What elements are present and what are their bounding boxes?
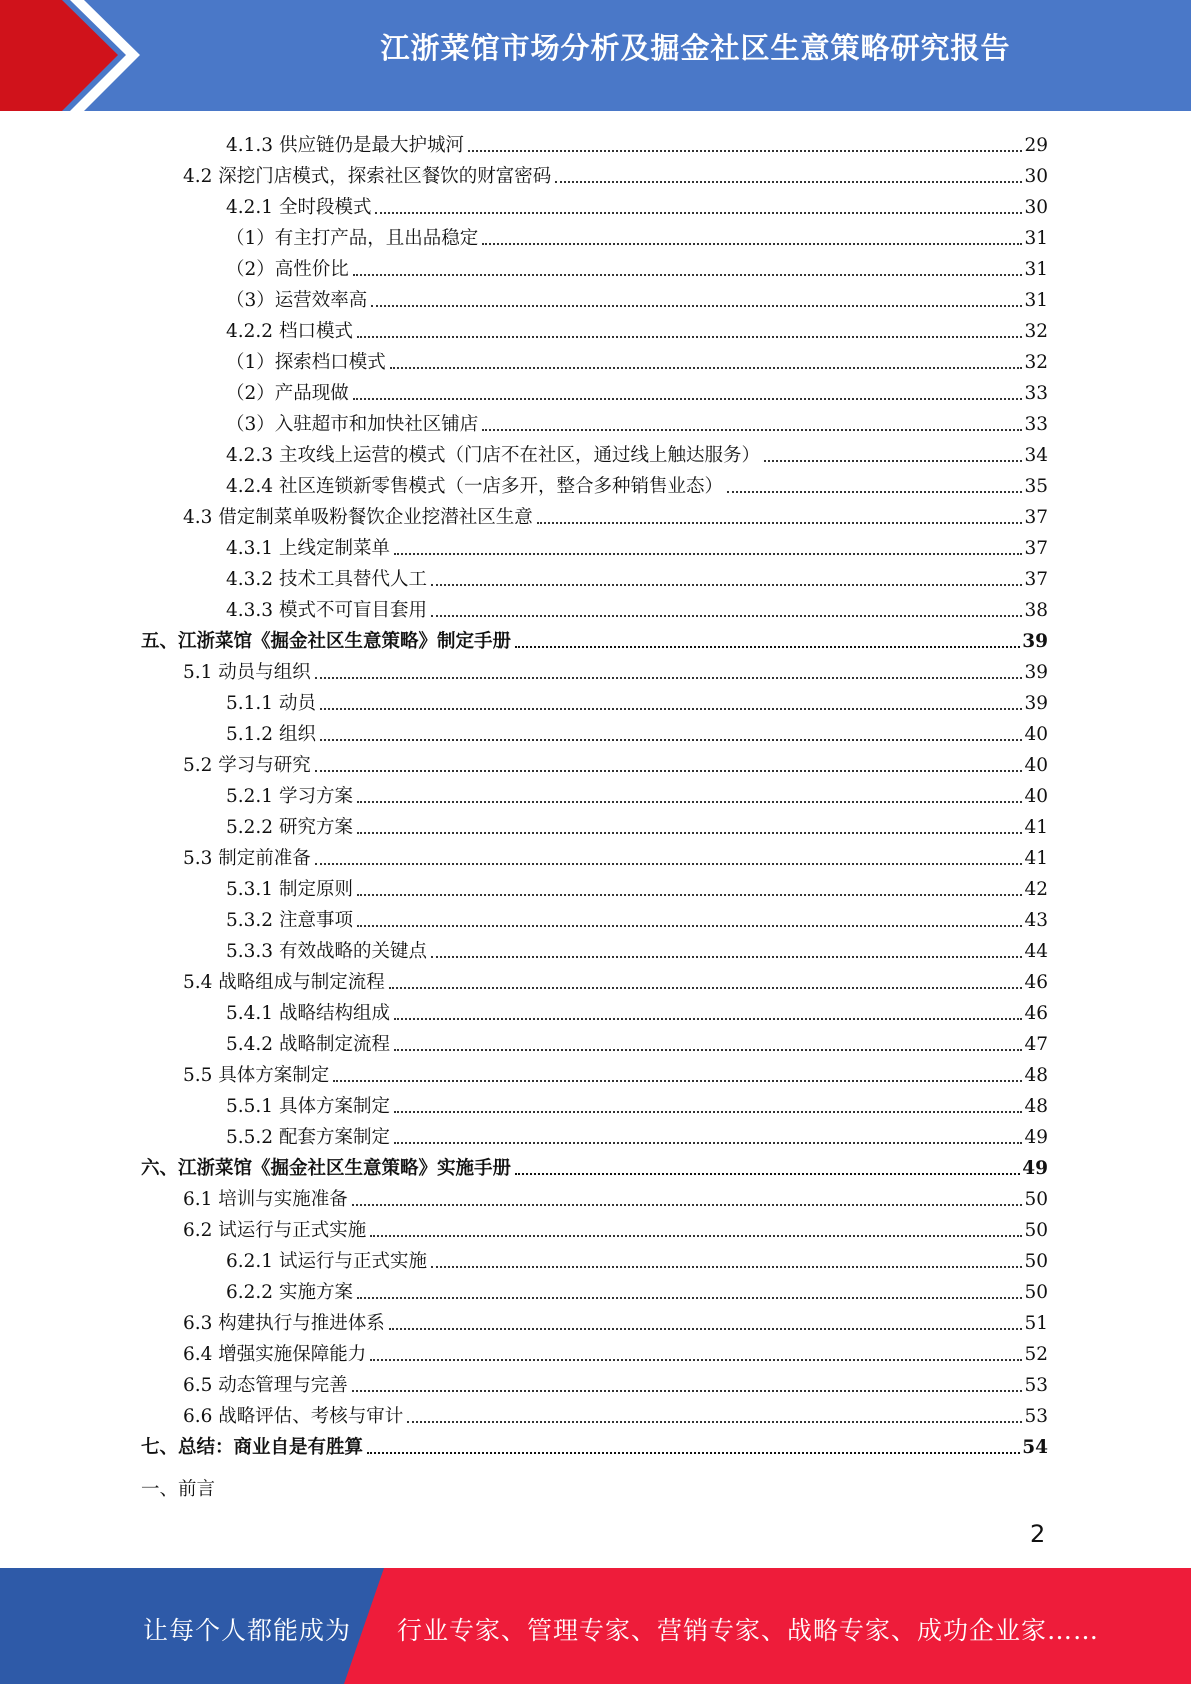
- toc-entry-page: 37: [1024, 569, 1048, 590]
- toc-entry-label: （3）运营效率高: [226, 290, 368, 311]
- toc-entry[interactable]: [226, 437, 1048, 468]
- toc-entry-page: 32: [1024, 352, 1048, 373]
- toc-entry-page: 42: [1024, 879, 1048, 900]
- toc-entry-page: 46: [1024, 972, 1048, 993]
- toc-entry[interactable]: [226, 189, 1048, 220]
- toc-entry[interactable]: [183, 1057, 1048, 1088]
- toc-entry-label: 4.2.4 社区连锁新零售模式（一店多开，整合多种销售业态）: [226, 476, 723, 497]
- toc-leader-dots: [353, 397, 1023, 400]
- report-title: 江浙菜馆市场分析及掘金社区生意策略研究报告: [380, 31, 1011, 65]
- toc-entry-page: 33: [1024, 383, 1048, 404]
- toc-entry-page: 31: [1024, 228, 1048, 249]
- toc-leader-dots: [515, 645, 1020, 648]
- toc-leader-dots: [515, 1172, 1020, 1175]
- toc-leader-dots: [357, 335, 1023, 338]
- toc-entry-label: 4.2.1 全时段模式: [226, 197, 372, 218]
- toc-entry-label: 5.5.1 具体方案制定: [226, 1096, 390, 1117]
- toc-leader-dots: [727, 490, 1022, 493]
- toc-entry[interactable]: [141, 1150, 1048, 1181]
- toc-entry[interactable]: [183, 1398, 1048, 1429]
- toc-entry-label: 5.3.3 有效战略的关键点: [226, 941, 427, 962]
- toc-leader-dots: [357, 924, 1023, 927]
- toc-entry[interactable]: [226, 1243, 1048, 1274]
- toc-entry-label: 5.3.1 制定原则: [226, 879, 353, 900]
- toc-entry-label: （2）产品现做: [226, 383, 349, 404]
- toc-entry-page: 40: [1024, 724, 1048, 745]
- toc-entry[interactable]: [226, 127, 1048, 158]
- toc-leader-dots: [315, 769, 1023, 772]
- toc-leader-dots: [375, 211, 1022, 214]
- toc-entry-label: 七、总结：商业自是有胜算: [141, 1437, 364, 1458]
- toc-entry-label: 4.2.3 主攻线上运营的模式（门店不在社区，通过线上触达服务）: [226, 445, 760, 466]
- toc-entry-page: 37: [1024, 507, 1048, 528]
- toc-entry-label: 5.2.2 研究方案: [226, 817, 353, 838]
- page-header: [0, 0, 1191, 111]
- toc-leader-dots: [320, 738, 1023, 741]
- page-footer: [0, 1568, 1191, 1684]
- toc-entry-label: 5.5.2 配套方案制定: [226, 1127, 390, 1148]
- toc-entry-page: 38: [1024, 600, 1048, 621]
- toc-entry[interactable]: [226, 1119, 1048, 1150]
- toc-leader-dots: [431, 1265, 1022, 1268]
- toc-entry[interactable]: [183, 1305, 1048, 1336]
- toc-leader-dots: [357, 1296, 1023, 1299]
- toc-entry-page: 53: [1024, 1375, 1048, 1396]
- toc-entry[interactable]: [183, 840, 1048, 871]
- toc-leader-dots: [367, 1451, 1020, 1454]
- toc-entry[interactable]: [226, 902, 1048, 933]
- toc-entry[interactable]: [226, 778, 1048, 809]
- section-heading-preface: 一、前言: [141, 1479, 216, 1500]
- toc-entry-page: 43: [1024, 910, 1048, 931]
- toc-leader-dots: [371, 304, 1022, 307]
- toc-leader-dots: [394, 1110, 1022, 1113]
- toc-entry-label: 6.2.1 试运行与正式实施: [226, 1251, 427, 1272]
- toc-entry[interactable]: [226, 468, 1048, 499]
- toc-entry[interactable]: [183, 1181, 1048, 1212]
- toc-entry-page: 39: [1024, 662, 1048, 683]
- toc-entry[interactable]: [226, 685, 1048, 716]
- toc-entry[interactable]: [183, 1212, 1048, 1243]
- toc-entry-page: 54: [1022, 1437, 1048, 1458]
- toc-entry-label: 5.1.2 组织: [226, 724, 316, 745]
- toc-leader-dots: [333, 1079, 1022, 1082]
- toc-entry-label: 4.3.2 技术工具替代人工: [226, 569, 427, 590]
- toc-entry-page: 41: [1024, 817, 1048, 838]
- toc-entry[interactable]: [226, 313, 1048, 344]
- toc-entry-page: 41: [1024, 848, 1048, 869]
- toc-entry-page: 40: [1024, 786, 1048, 807]
- toc-entry-label: 4.3.3 模式不可盲目套用: [226, 600, 427, 621]
- toc-entry-page: 31: [1024, 259, 1048, 280]
- toc-entry-page: 33: [1024, 414, 1048, 435]
- toc-entry[interactable]: [226, 1088, 1048, 1119]
- toc-leader-dots: [315, 862, 1023, 865]
- toc-entry-label: 4.2 深挖门店模式，探索社区餐饮的财富密码: [183, 166, 552, 187]
- toc-leader-dots: [357, 831, 1023, 834]
- toc-entry-page: 31: [1024, 290, 1048, 311]
- toc-leader-dots: [407, 1420, 1022, 1423]
- toc-entry[interactable]: [183, 1336, 1048, 1367]
- toc-entry-page: 35: [1024, 476, 1048, 497]
- toc-entry-label: 4.3.1 上线定制菜单: [226, 538, 390, 559]
- toc-entry-page: 30: [1024, 166, 1048, 187]
- toc-leader-dots: [315, 676, 1023, 679]
- toc-entry-page: 48: [1024, 1065, 1048, 1086]
- toc-entry-label: 5.5 具体方案制定: [183, 1065, 330, 1086]
- toc-entry[interactable]: [226, 871, 1048, 902]
- toc-leader-dots: [431, 583, 1022, 586]
- toc-entry[interactable]: [226, 933, 1048, 964]
- toc-entry-page: 34: [1024, 445, 1048, 466]
- toc-entry-page: 51: [1024, 1313, 1048, 1334]
- toc-entry-page: 50: [1024, 1189, 1048, 1210]
- toc-entry-label: 6.5 动态管理与完善: [183, 1375, 348, 1396]
- toc-entry-page: 37: [1024, 538, 1048, 559]
- toc-entry-page: 53: [1024, 1406, 1048, 1427]
- toc-leader-dots: [555, 180, 1022, 183]
- toc-entry-page: 39: [1022, 631, 1048, 652]
- toc-entry-label: 6.6 战略评估、考核与审计: [183, 1406, 404, 1427]
- toc-leader-dots: [394, 1017, 1022, 1020]
- toc-entry-label: 4.1.3 供应链仍是最大护城河: [226, 135, 464, 156]
- toc-entry-label: （1）探索档口模式: [226, 352, 386, 373]
- toc-entry-label: 4.2.2 档口模式: [226, 321, 353, 342]
- toc-entry-label: 5.4 战略组成与制定流程: [183, 972, 385, 993]
- toc-entry-label: 5.2.1 学习方案: [226, 786, 353, 807]
- toc-entry-label: （1）有主打产品，且出品稳定: [226, 228, 479, 249]
- toc-leader-dots: [390, 366, 1023, 369]
- toc-entry-label: （2）高性价比: [226, 259, 349, 280]
- toc-leader-dots: [537, 521, 1023, 524]
- toc-leader-dots: [394, 552, 1022, 555]
- toc-entry-page: 46: [1024, 1003, 1048, 1024]
- toc-leader-dots: [389, 1327, 1023, 1330]
- toc-entry-page: 32: [1024, 321, 1048, 342]
- toc-entry[interactable]: [226, 375, 1048, 406]
- toc-entry-page: 49: [1022, 1158, 1048, 1179]
- toc-entry-page: 39: [1024, 693, 1048, 714]
- toc-entry[interactable]: [226, 561, 1048, 592]
- toc-entry[interactable]: [226, 530, 1048, 561]
- toc-entry[interactable]: [141, 1429, 1048, 1460]
- toc-leader-dots: [389, 986, 1023, 989]
- toc-entry-label: 4.3 借定制菜单吸粉餐饮企业挖潜社区生意: [183, 507, 533, 528]
- footer-slogan-left: 让每个人都能成为: [143, 1616, 352, 1645]
- toc-leader-dots: [431, 614, 1022, 617]
- toc-entry[interactable]: [226, 344, 1048, 375]
- toc-leader-dots: [394, 1048, 1022, 1051]
- toc-entry[interactable]: [226, 592, 1048, 623]
- toc-entry[interactable]: [183, 499, 1048, 530]
- toc-entry-page: 50: [1024, 1251, 1048, 1272]
- toc-entry-label: 5.4.2 战略制定流程: [226, 1034, 390, 1055]
- toc-entry-label: 6.2.2 实施方案: [226, 1282, 353, 1303]
- toc-leader-dots: [431, 955, 1022, 958]
- toc-entry-label: 5.4.1 战略结构组成: [226, 1003, 390, 1024]
- toc-entry-page: 40: [1024, 755, 1048, 776]
- toc-entry-page: 50: [1024, 1282, 1048, 1303]
- header-arrow-decoration: [0, 0, 160, 111]
- toc-entry-label: 6.2 试运行与正式实施: [183, 1220, 367, 1241]
- toc-entry[interactable]: [183, 964, 1048, 995]
- toc-entry[interactable]: [226, 1274, 1048, 1305]
- toc-entry-label: 五、江浙菜馆《掘金社区生意策略》制定手册: [141, 631, 512, 652]
- toc-leader-dots: [352, 1389, 1023, 1392]
- toc-entry[interactable]: [226, 1026, 1048, 1057]
- toc-entry[interactable]: [141, 623, 1048, 654]
- toc-leader-dots: [764, 459, 1022, 462]
- toc-entry[interactable]: [226, 809, 1048, 840]
- toc-leader-dots: [353, 273, 1023, 276]
- toc-entry-label: 5.3 制定前准备: [183, 848, 311, 869]
- toc-entry-label: 6.1 培训与实施准备: [183, 1189, 348, 1210]
- footer-slogan-right: 行业专家、管理专家、营销专家、战略专家、成功企业家……: [397, 1616, 1100, 1645]
- page-number: 2: [1030, 1520, 1046, 1548]
- toc-entry[interactable]: [183, 654, 1048, 685]
- toc-entry-page: 30: [1024, 197, 1048, 218]
- toc-entry-page: 29: [1024, 135, 1048, 156]
- toc-entry-label: 5.1.1 动员: [226, 693, 316, 714]
- toc-entry-label: 5.1 动员与组织: [183, 662, 311, 683]
- toc-entry-page: 48: [1024, 1096, 1048, 1117]
- toc-entry-label: 6.3 构建执行与推进体系: [183, 1313, 385, 1334]
- toc-entry-label: 6.4 增强实施保障能力: [183, 1344, 367, 1365]
- toc-entry-label: （3）入驻超市和加快社区铺店: [226, 414, 479, 435]
- toc-leader-dots: [394, 1141, 1022, 1144]
- toc-entry[interactable]: [226, 716, 1048, 747]
- toc-leader-dots: [482, 428, 1022, 431]
- toc-entry-page: 44: [1024, 941, 1048, 962]
- toc-entry[interactable]: [226, 995, 1048, 1026]
- toc-leader-dots: [357, 893, 1023, 896]
- toc-entry[interactable]: [183, 1367, 1048, 1398]
- toc-leader-dots: [352, 1203, 1023, 1206]
- toc-entry-label: 5.2 学习与研究: [183, 755, 311, 776]
- toc-leader-dots: [370, 1358, 1022, 1361]
- toc-entry[interactable]: [183, 747, 1048, 778]
- toc-leader-dots: [468, 149, 1022, 152]
- toc-leader-dots: [482, 242, 1022, 245]
- toc-entry[interactable]: [226, 251, 1048, 282]
- toc-leader-dots: [320, 707, 1023, 710]
- toc-entry-page: 52: [1024, 1344, 1048, 1365]
- toc-entry-label: 5.3.2 注意事项: [226, 910, 353, 931]
- toc-entry[interactable]: [226, 406, 1048, 437]
- toc-entry-page: 50: [1024, 1220, 1048, 1241]
- toc-entry-label: 六、江浙菜馆《掘金社区生意策略》实施手册: [141, 1158, 512, 1179]
- toc-leader-dots: [370, 1234, 1022, 1237]
- toc-entry-page: 47: [1024, 1034, 1048, 1055]
- toc-entry[interactable]: [226, 282, 1048, 313]
- toc-entry[interactable]: [226, 220, 1048, 251]
- toc-entry[interactable]: [183, 158, 1048, 189]
- toc-entry-page: 49: [1024, 1127, 1048, 1148]
- toc-leader-dots: [357, 800, 1023, 803]
